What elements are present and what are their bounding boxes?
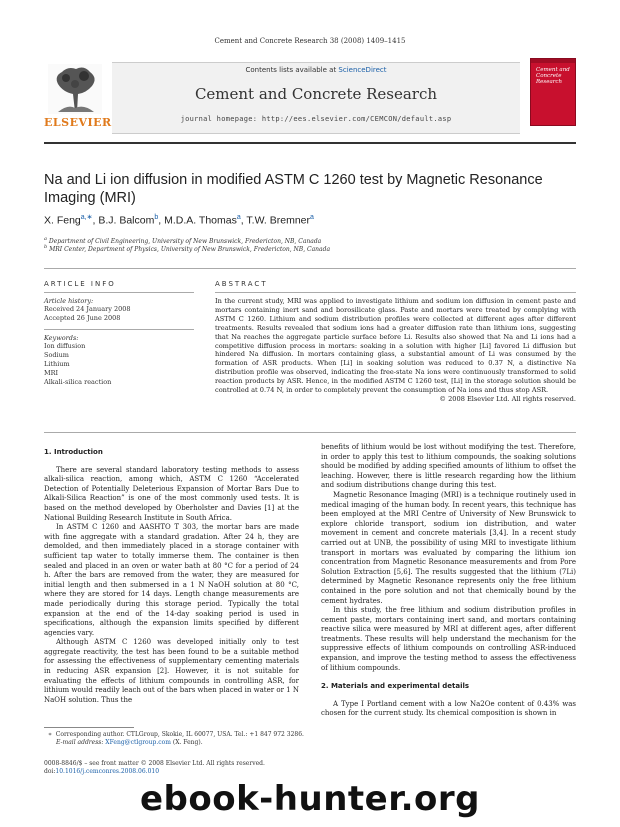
article-info-heading: ARTICLE INFO	[44, 280, 116, 288]
keyword: Sodium	[44, 351, 69, 359]
email-suffix: (X. Feng).	[170, 739, 203, 746]
history-label: Article history:	[44, 297, 94, 305]
accepted-date: Accepted 26 June 2008	[44, 314, 121, 322]
intro-heading: 1. Introduction	[44, 448, 103, 456]
masthead	[44, 62, 576, 138]
keyword: Lithium	[44, 360, 70, 368]
body-paragraph: Magnetic Resonance Imaging (MRI) is a technique routinely used in medical imaging of the human body. In recent years, this technique has been employed at the MRI Centre of University of New Brunswick to explore chloride transport, sodium ion distribution, and water movement in cement and concrete materials [3,4]. In a recent study carried out at UNB, the possibility of using MRI to investigate lithium transport in mortars was evaluated by comparing the lithium ion concentration from Magnetic Resonance measurements and from Pore Solution Extraction [5,6]. The results suggested that the lithium (7Li) determined by Magnetic Resonance represents only the free lithium contained in the pore solution and not that chemically bound by the cement hydrates.	[321, 490, 576, 605]
author-separator: ,	[92, 214, 99, 227]
author-separator: ,	[240, 214, 247, 227]
left-column	[44, 448, 299, 705]
abstract-text: In the current study, MRI was applied to investigate lithium and sodium ion diffusion in cement paste and mortars containing inert sand and borosilicate glass. Paste and mortars were treated by complying with ASTM C 1260. Lithium and sodium distribution profiles were collected at different ages after different treatments. Results revealed that sodium ions had a greater diffusion rate than lithium ions, suggesting that Na reaches the aggregate particle surface before Li. Results also showed that Na and Li ions had a competitive diffusion process in mortars: soaking in a solution with higher [Li] favored Li diffusion but hindered Na diffusion. In mortars containing glass, a substantial amount of Li was consumed by the formation of ASR products. When [Li] in soaking solution was reduced to 0.37 N, a distinctive Na distribution profile was observed, indicating the free-state Na ions were continuously transformed to solid reaction products by ASR. Hence, in the modified ASTM C 1260 test, [Li] in the storage solution should be controlled at 0.74 N, in order to completely prevent the consumption of Na ions and thus stop ASR.	[215, 297, 576, 395]
body-paragraph: In ASTM C 1260 and AASHTO T 303, the mortar bars are made with fine aggregate with a standard gradation. After 24 h, they are demolded, and then immediately placed in a storage container with sufficient tap water to totally immerse them. The container is then sealed and placed in an oven or water bath at 80 °C for a period of 24 h. After the bars are removed from the water, they are measured for initial length and then submersed in a 1 N NaOH solution at 80 °C, where they are stored for 14 days. Length change measurements are made periodically during this storage period. Typically the total expansion at the end of the 14-day soaking period is used in specifications, although the expansion limits specified by different agencies vary.	[44, 523, 299, 637]
elsevier-tree-icon	[48, 64, 102, 114]
footnote-rule	[44, 727, 134, 728]
keyword: Ion diffusion	[44, 342, 86, 350]
keyword: Alkali-silica reaction	[44, 378, 112, 386]
journal-reference: Cement and Concrete Research 38 (2008) 1409–1415	[214, 37, 406, 45]
contents-prefix: Contents lists available at	[245, 66, 339, 74]
affiliation-text: MRI Center, Department of Physics, University of New Brunswick, Fredericton, NB, Canada	[49, 246, 331, 253]
author-affiliation-marker[interactable]: a	[236, 214, 241, 221]
abstract-section	[215, 280, 576, 403]
doi-label: doi:	[44, 768, 56, 775]
elsevier-logo	[44, 62, 112, 132]
author-name: B.J. Balcom	[98, 214, 155, 227]
masthead-rule	[44, 142, 576, 144]
watermark-text: ebook-hunter.org	[139, 779, 481, 819]
email-line	[44, 739, 304, 747]
divider	[44, 292, 194, 293]
section-rule	[44, 432, 576, 433]
author-separator: ,	[158, 214, 165, 227]
affiliation-text: Department of Civil Engineering, University of New Brunswick, Fredericton, NB, Canada	[48, 238, 322, 245]
doi-link[interactable]: 10.1016/j.cemconres.2008.06.010	[55, 768, 160, 775]
author-name: M.D.A. Thomas	[164, 214, 237, 227]
journal-band	[112, 62, 520, 134]
body-paragraph: In this study, the free lithium and sodium distribution profiles in cement paste, mortars containing inert sand, and mortars containing reactive silica were measured by MRI at different ages, after different treatments. These results will help understand the mechanism for the suppressive effects of lithium compounds on controlling ASR-induced expansion, and improve the testing method to assess the effectiveness of lithium compounds.	[321, 606, 576, 672]
article-title: Na and Li ion diffusion in modified ASTM C 1260 test by Magnetic Resonance Imaging (MRI)	[44, 172, 543, 206]
author-list	[44, 213, 576, 227]
methods-paragraph: A Type I Portland cement with a low Na2Oe content of 0.43% was chosen for the current study. Its chemical composition is shown in	[321, 699, 576, 718]
footnote-marker: ∗	[47, 731, 52, 738]
keyword: MRI	[44, 369, 59, 377]
affiliation-b	[44, 244, 576, 253]
methods-heading: 2. Materials and experimental details	[321, 682, 470, 691]
cover-title: Cement and Concrete Research	[536, 67, 570, 85]
journal-cover	[530, 58, 576, 126]
author-affiliation-marker[interactable]: a	[310, 214, 314, 221]
received-date: Received 24 January 2008	[44, 305, 131, 313]
publisher-name: ELSEVIER	[44, 116, 112, 129]
journal-homepage[interactable]: journal homepage: http://ees.elsevier.com/CEMCON/default.asp	[180, 115, 452, 123]
author-name: X. Feng	[44, 214, 81, 227]
email-link[interactable]: XFeng@ctlgroup.com	[105, 739, 171, 746]
author-affiliation-marker[interactable]: a,∗	[80, 214, 93, 221]
email-label: E-mail address:	[56, 739, 106, 746]
footnote-text: Corresponding author. CTLGroup, Skokie, IL 60077, USA. Tel.: +1 847 972 3286.	[55, 731, 304, 738]
body-paragraph: There are several standard laboratory testing methods to assess alkali-silica reaction, among which, ASTM C 1260 “Accelerated Detection of Potentially Deleterious Expansion of Mortar Bars Due to Alkali-Silica Reaction” is one of the most commonly used tests. It is based on the method developed by Oberholster and Davies [1] at the National Building Research Institute in South Africa.	[44, 465, 299, 522]
cover-bar	[531, 59, 575, 63]
abstract-heading: ABSTRACT	[215, 280, 268, 288]
issn-block	[44, 760, 304, 776]
doi-line	[44, 768, 304, 776]
affiliation-marker: a	[44, 236, 47, 242]
article-info	[44, 280, 194, 387]
journal-title: Cement and Concrete Research	[194, 85, 438, 103]
sciencedirect-link[interactable]: ScienceDirect	[338, 66, 387, 74]
author-affiliation-marker[interactable]: b	[154, 214, 159, 221]
divider	[215, 292, 576, 293]
affiliation-marker: b	[44, 244, 48, 250]
author-name: T.W. Bremner	[246, 214, 311, 227]
issn-line: 0008-8846/$ – see front matter © 2008 Elsevier Ltd. All rights reserved.	[44, 760, 265, 767]
right-paragraphs	[321, 443, 576, 673]
body-paragraph: Although ASTM C 1260 was developed initially only to test aggregate reactivity, the test has been found to be a suitable method for assessing the effectiveness of supplementary cementing materials in reducing ASR expansion [2]. However, it is not suitable for evaluating the effects of lithium compounds in controlling ASR, for lithium would readily leach out of the bars when placed in water or 1 N NaOH solution. Thus the	[44, 638, 299, 704]
footnote	[44, 731, 304, 747]
keyword-list	[44, 342, 194, 387]
copyright-notice: © 2008 Elsevier Ltd. All rights reserved.	[439, 394, 576, 403]
left-paragraphs	[44, 466, 299, 706]
footnote-line	[44, 731, 304, 739]
keywords-label: Keywords:	[44, 334, 79, 342]
contents-line	[112, 66, 520, 74]
divider	[44, 329, 194, 330]
body-paragraph: benefits of lithium would be lost without modifying the test. Therefore, in order to apply this test to lithium compounds, the soaking solutions should be modified by adding specified amounts of lithium to offset the leaching. However, there is little research regarding how the lithium and sodium distributions change during this test.	[321, 443, 576, 490]
section-rule	[44, 268, 576, 269]
right-column	[321, 443, 576, 719]
